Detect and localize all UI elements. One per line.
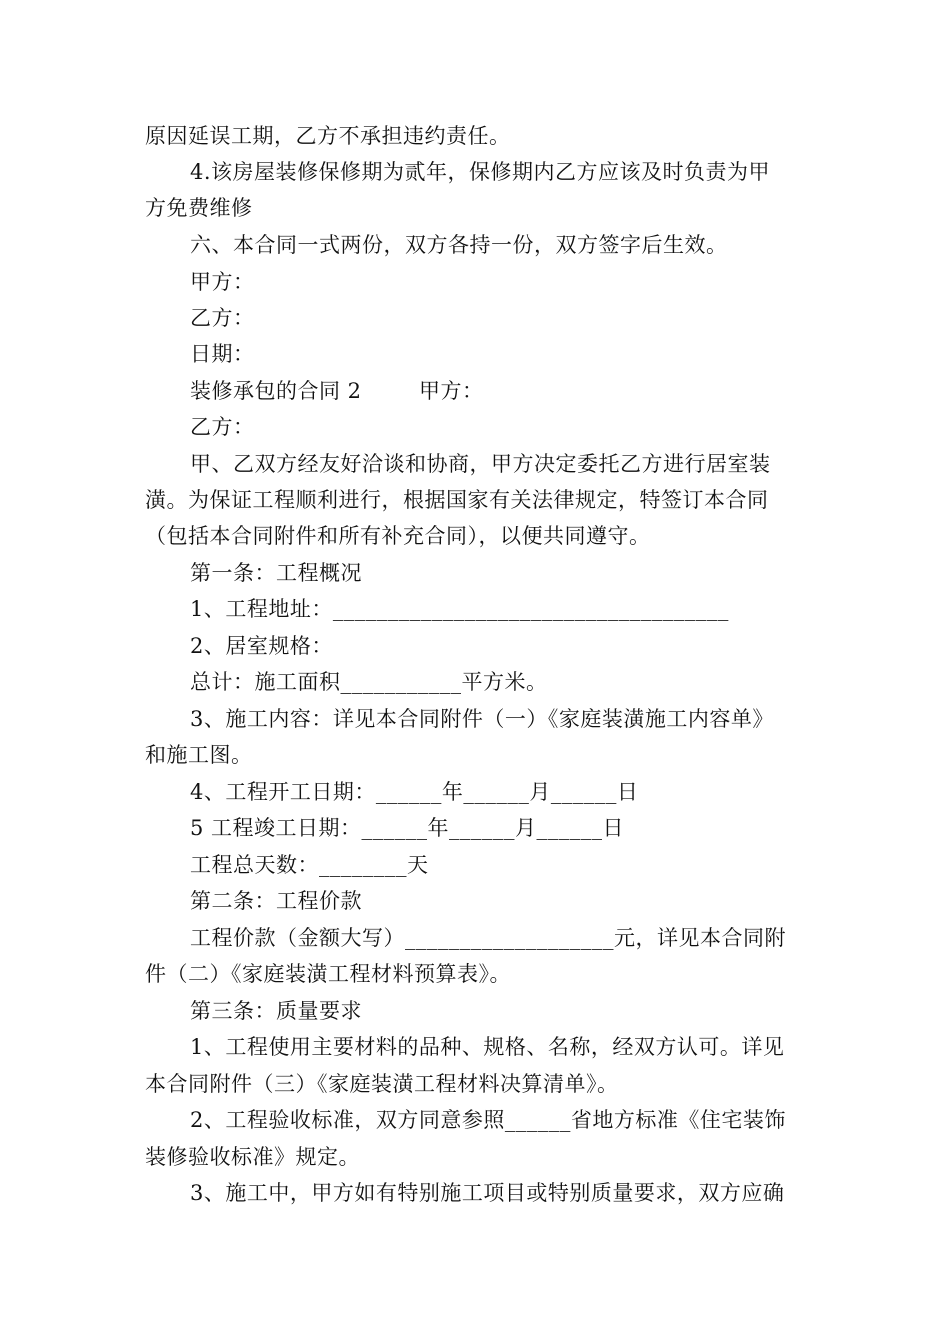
paragraph-line: 3、施工中，甲方如有特别施工项目或特别质量要求，双方应确 — [190, 1181, 785, 1205]
paragraph-line: 1、工程使用主要材料的品种、规格、名称，经双方认可。详见 — [190, 1035, 785, 1059]
paragraph-line: 2、工程验收标准，双方同意参照______省地方标准《住宅装饰 — [190, 1108, 786, 1132]
section-heading: 第三条：质量要求 — [190, 999, 362, 1023]
section-heading: 第一条：工程概况 — [190, 561, 362, 585]
signature-date: 日期： — [190, 342, 255, 366]
paragraph-line: 4.该房屋装修保修期为贰年，保修期内乙方应该及时负责为甲 — [190, 160, 771, 184]
contract-title: 装修承包的合同 2 甲方： — [190, 379, 484, 403]
paragraph-line: 和施工图。 — [145, 743, 253, 767]
paragraph-line: 总计：施工面积___________平方米。 — [190, 670, 548, 694]
signature-party-b: 乙方： — [190, 306, 255, 330]
paragraph-line: 1、工程地址：____________________________________ — [190, 597, 729, 621]
section-heading: 第二条：工程价款 — [190, 889, 362, 913]
paragraph-line: 件（二）《家庭装潢工程材料预算表》。 — [145, 962, 511, 986]
paragraph-line: 本合同附件（三）《家庭装潢工程材料决算清单》。 — [145, 1072, 619, 1096]
party-b-label: 乙方： — [190, 415, 255, 439]
paragraph-line: 5 工程竣工日期：______年______月______日 — [190, 816, 625, 840]
paragraph-line: 工程价款（金额大写）___________________元，详见本合同附 — [190, 926, 786, 950]
paragraph-line: 潢。为保证工程顺利进行，根据国家有关法律规定，特签订本合同 — [145, 488, 769, 512]
paragraph-line: 3、施工内容：详见本合同附件（一）《家庭装潢施工内容单》 — [190, 707, 774, 731]
paragraph-line: 原因延误工期，乙方不承担违约责任。 — [145, 124, 511, 148]
paragraph-line: （包括本合同附件和所有补充合同），以便共同遵守。 — [145, 524, 651, 548]
signature-party-a: 甲方： — [190, 270, 255, 294]
paragraph-line: 方免费维修 — [145, 196, 253, 220]
paragraph-line: 六、本合同一式两份，双方各持一份，双方签字后生效。 — [190, 233, 728, 257]
paragraph-line: 2、居室规格： — [190, 634, 333, 658]
paragraph-line: 工程总天数：________天 — [190, 853, 429, 877]
paragraph-line: 装修验收标准》规定。 — [145, 1145, 360, 1169]
paragraph-line: 甲、乙双方经友好洽谈和协商，甲方决定委托乙方进行居室装 — [190, 452, 771, 476]
paragraph-line: 4、工程开工日期：______年______月______日 — [190, 780, 639, 804]
